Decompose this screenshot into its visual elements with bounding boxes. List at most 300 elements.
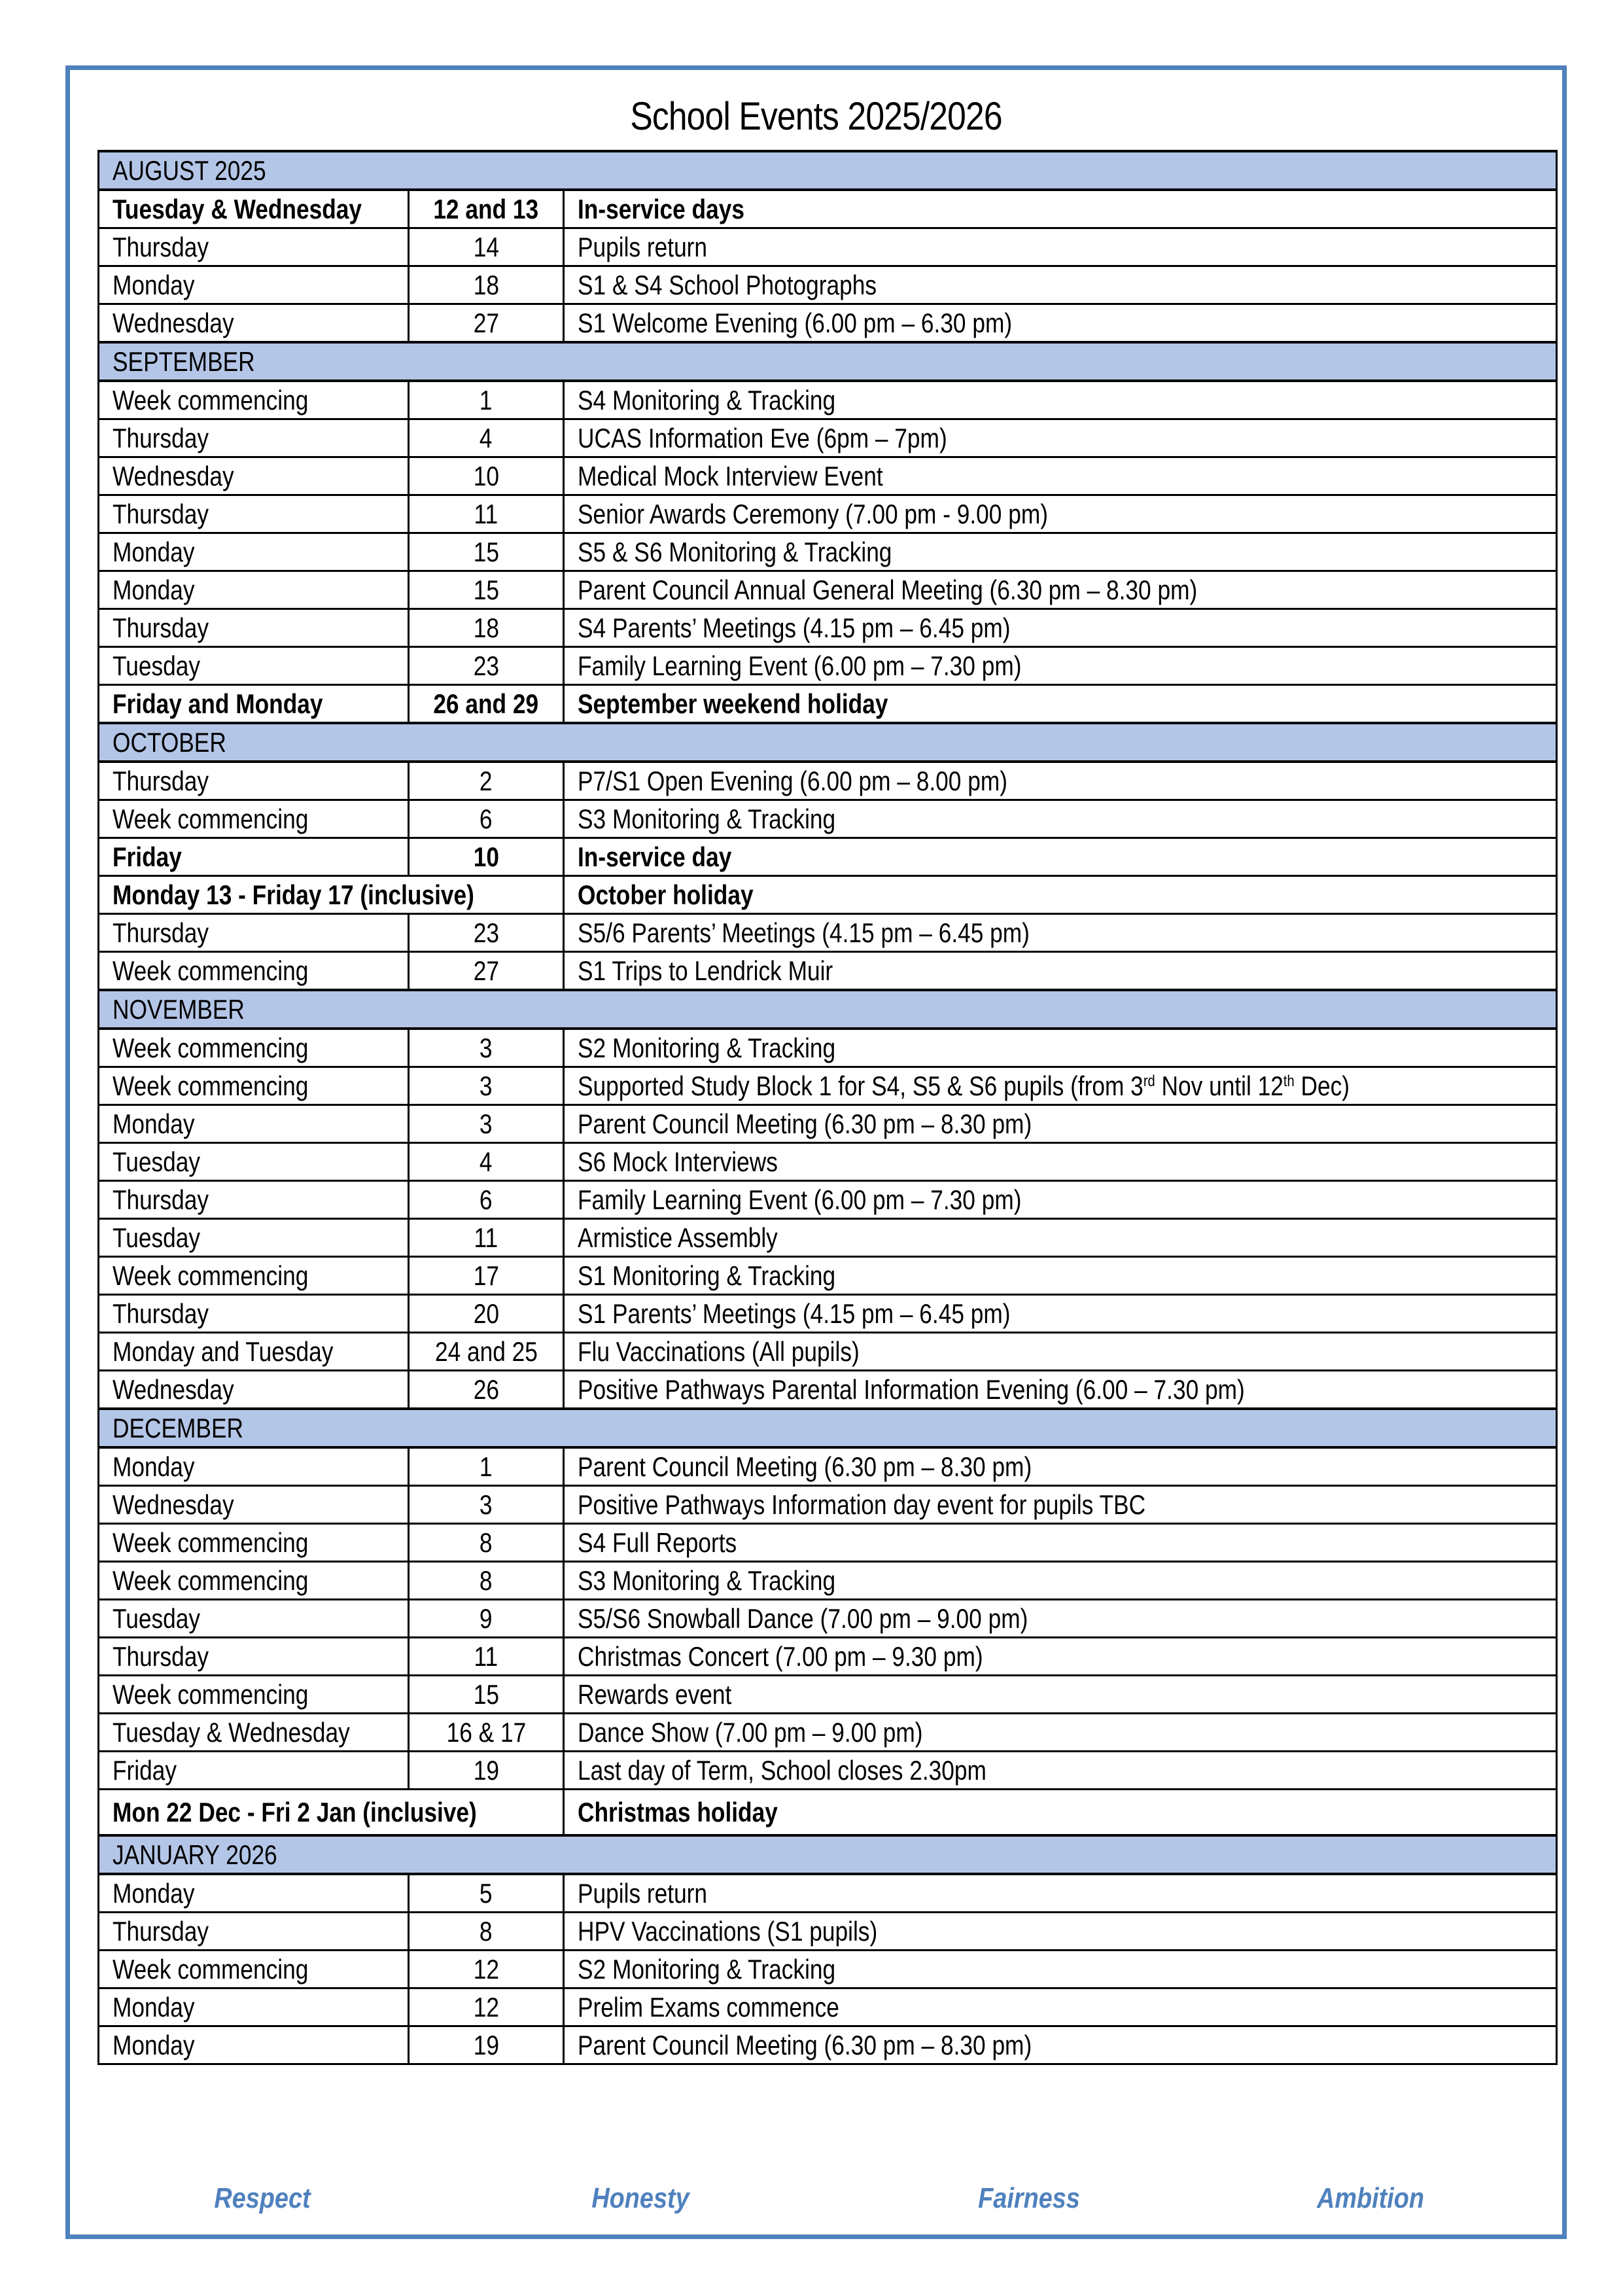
event-row	[99, 838, 1557, 876]
date-text: 12	[473, 1992, 499, 2022]
event-row	[99, 609, 1557, 647]
event-cell	[564, 1143, 1557, 1181]
day-cell	[99, 190, 409, 228]
event-cell	[564, 800, 1557, 838]
day-cell	[99, 2026, 409, 2064]
event-cell	[564, 1524, 1557, 1562]
date-text: 5	[480, 1878, 493, 1909]
event-cell	[564, 609, 1557, 647]
event-text: S4 Monitoring & Tracking	[578, 385, 836, 415]
date-cell	[409, 647, 564, 685]
day-text: Tuesday	[113, 1222, 201, 1253]
day-text: Week commencing	[113, 385, 309, 415]
date-cell	[409, 1257, 564, 1295]
day-cell	[99, 952, 409, 991]
event-text: Parent Council Meeting (6.30 pm – 8.30 pm)	[578, 2030, 1032, 2060]
event-text: Medical Mock Interview Event	[578, 461, 883, 491]
day-text: Tuesday	[113, 650, 201, 681]
event-row	[99, 381, 1557, 419]
day-text: Thursday	[113, 917, 209, 948]
day-text: Week commencing	[113, 1260, 309, 1291]
event-row	[99, 1029, 1557, 1067]
day-cell	[99, 1486, 409, 1524]
event-row	[99, 1181, 1557, 1219]
event-text: S3 Monitoring & Tracking	[578, 1565, 836, 1596]
date-cell	[409, 1913, 564, 1951]
event-row	[99, 1257, 1557, 1295]
event-cell	[564, 1105, 1557, 1143]
day-cell	[99, 914, 409, 952]
event-text: S1 Trips to Lendrick Muir	[578, 955, 833, 986]
event-text	[578, 1068, 1350, 1104]
event-text: October holiday	[578, 879, 754, 910]
event-cell	[564, 533, 1557, 571]
event-text-part: Nov until 12	[1155, 1070, 1283, 1101]
day-cell	[99, 1988, 409, 2026]
date-cell	[409, 1143, 564, 1181]
event-cell	[564, 762, 1557, 800]
event-row	[99, 457, 1557, 495]
date-text: 19	[473, 1755, 499, 1786]
date-text: 8	[480, 1916, 493, 1947]
event-row	[99, 1988, 1557, 2026]
date-text: 24 and 25	[434, 1336, 538, 1367]
event-row	[99, 1913, 1557, 1951]
event-cell	[564, 1447, 1557, 1486]
event-cell	[564, 228, 1557, 266]
date-text: 19	[473, 2030, 499, 2060]
date-cell	[409, 609, 564, 647]
date-text: 23	[473, 650, 499, 681]
date-cell	[409, 457, 564, 495]
month-header	[99, 342, 1557, 381]
event-row	[99, 1790, 1557, 1836]
date-text: 23	[473, 917, 499, 948]
day-text: Thursday	[113, 1184, 209, 1215]
day-cell	[99, 1638, 409, 1676]
date-text: 3	[480, 1070, 493, 1101]
day-cell	[99, 1874, 409, 1913]
ordinal-suffix: th	[1283, 1072, 1295, 1090]
day-text: Monday	[113, 270, 195, 300]
day-cell	[99, 1029, 409, 1067]
event-cell	[564, 1676, 1557, 1714]
value-respect: Respect	[214, 2182, 311, 2214]
date-cell	[409, 1067, 564, 1105]
event-text: In-service day	[578, 841, 732, 872]
event-cell	[564, 381, 1557, 419]
event-cell	[564, 1874, 1557, 1913]
date-cell	[409, 685, 564, 724]
event-row	[99, 685, 1557, 724]
day-cell	[99, 1714, 409, 1752]
day-text: Thursday	[113, 423, 209, 453]
day-text: Friday	[113, 1755, 177, 1786]
event-cell	[564, 838, 1557, 876]
day-cell	[99, 304, 409, 343]
date-cell	[409, 304, 564, 343]
day-text: Monday	[113, 1992, 195, 2022]
event-text: P7/S1 Open Evening (6.00 pm – 8.00 pm)	[578, 766, 1007, 796]
date-text: 14	[473, 232, 499, 262]
event-cell	[564, 1181, 1557, 1219]
events-table	[97, 150, 1558, 2065]
event-cell	[564, 1067, 1557, 1105]
date-text: 2	[480, 766, 493, 796]
event-row	[99, 571, 1557, 609]
month-name: JANUARY 2026	[113, 1839, 277, 1870]
event-text: S5/S6 Snowball Dance (7.00 pm – 9.00 pm)	[578, 1603, 1028, 1634]
event-text: Senior Awards Ceremony (7.00 pm - 9.00 pm)	[578, 499, 1048, 529]
month-header-cell	[99, 342, 1557, 381]
day-cell	[99, 1295, 409, 1333]
date-text: 10	[473, 461, 499, 491]
day-cell	[99, 762, 409, 800]
event-text: Pupils return	[578, 232, 708, 262]
date-text: 15	[473, 537, 499, 567]
date-text: 6	[480, 1184, 493, 1215]
date-text: 26 and 29	[433, 688, 539, 719]
date-cell	[409, 1371, 564, 1409]
day-cell	[99, 1913, 409, 1951]
event-cell	[564, 1913, 1557, 1951]
event-text: Last day of Term, School closes 2.30pm	[578, 1755, 986, 1786]
event-text: S1 & S4 School Photographs	[578, 270, 877, 300]
event-text: S4 Parents’ Meetings (4.15 pm – 6.45 pm)	[578, 612, 1011, 643]
event-row	[99, 876, 1557, 914]
event-row	[99, 419, 1557, 457]
day-cell	[99, 1143, 409, 1181]
event-cell	[564, 571, 1557, 609]
date-cell	[409, 1486, 564, 1524]
event-text: Parent Council Meeting (6.30 pm – 8.30 pm)	[578, 1451, 1032, 1482]
day-text: Week commencing	[113, 804, 309, 834]
event-text: Rewards event	[578, 1679, 732, 1710]
date-cell	[409, 1988, 564, 2026]
date-cell	[409, 2026, 564, 2064]
event-cell	[564, 1638, 1557, 1676]
event-text: Christmas holiday	[578, 1797, 778, 1828]
date-text: 12	[473, 1954, 499, 1985]
event-cell	[564, 495, 1557, 533]
day-cell	[99, 571, 409, 609]
day-cell	[99, 609, 409, 647]
event-cell	[564, 304, 1557, 343]
day-text: Monday 13 - Friday 17 (inclusive)	[113, 879, 474, 910]
day-text: Week commencing	[113, 1565, 309, 1596]
day-text: Tuesday	[113, 1146, 201, 1177]
event-row	[99, 762, 1557, 800]
event-row	[99, 228, 1557, 266]
event-row	[99, 304, 1557, 343]
date-text: 9	[480, 1603, 493, 1634]
event-row	[99, 647, 1557, 685]
date-text: 8	[480, 1565, 493, 1596]
date-cell	[409, 533, 564, 571]
date-text: 11	[474, 1222, 498, 1253]
date-text: 18	[473, 270, 499, 300]
date-cell	[409, 381, 564, 419]
date-text: 6	[480, 804, 493, 834]
event-row	[99, 914, 1557, 952]
date-cell	[409, 1105, 564, 1143]
date-cell	[409, 1714, 564, 1752]
date-cell	[409, 1447, 564, 1486]
event-text: S5/6 Parents’ Meetings (4.15 pm – 6.45 pm)	[578, 917, 1030, 948]
school-values	[70, 2182, 1562, 2221]
day-text: Monday	[113, 2030, 195, 2060]
event-row	[99, 952, 1557, 991]
event-row	[99, 2026, 1557, 2064]
date-text: 4	[480, 423, 493, 453]
day-cell	[99, 876, 564, 914]
event-text: Flu Vaccinations (All pupils)	[578, 1336, 860, 1367]
month-name: DECEMBER	[113, 1413, 243, 1443]
event-cell	[564, 457, 1557, 495]
event-text: Parent Council Annual General Meeting (6.30 pm – 8.30 pm)	[578, 574, 1198, 605]
event-row	[99, 1752, 1557, 1790]
month-name: SEPTEMBER	[113, 346, 255, 377]
event-cell	[564, 1790, 1557, 1836]
day-text: Week commencing	[113, 1679, 309, 1710]
event-row	[99, 533, 1557, 571]
month-header-cell	[99, 151, 1557, 190]
event-cell	[564, 914, 1557, 952]
date-text: 27	[473, 308, 499, 338]
date-cell	[409, 1752, 564, 1790]
event-row	[99, 266, 1557, 304]
day-text: Monday	[113, 1451, 195, 1482]
day-text: Thursday	[113, 612, 209, 643]
date-text: 3	[480, 1108, 493, 1139]
event-row	[99, 800, 1557, 838]
date-cell	[409, 1874, 564, 1913]
day-cell	[99, 457, 409, 495]
date-cell	[409, 1333, 564, 1371]
day-cell	[99, 1105, 409, 1143]
day-text: Thursday	[113, 1298, 209, 1329]
day-cell	[99, 1600, 409, 1638]
date-cell	[409, 1951, 564, 1988]
day-cell	[99, 1371, 409, 1409]
date-cell	[409, 952, 564, 991]
event-text: Family Learning Event (6.00 pm – 7.30 pm)	[578, 650, 1022, 681]
day-text: Tuesday & Wednesday	[113, 1717, 350, 1748]
event-row	[99, 1447, 1557, 1486]
day-text: Monday	[113, 574, 195, 605]
event-row	[99, 1486, 1557, 1524]
day-cell	[99, 1951, 409, 1988]
event-row	[99, 1951, 1557, 1988]
day-cell	[99, 647, 409, 685]
event-row	[99, 1295, 1557, 1333]
event-row	[99, 1333, 1557, 1371]
event-text: Pupils return	[578, 1878, 708, 1909]
date-text: 10	[473, 841, 499, 872]
day-cell	[99, 1219, 409, 1257]
month-header-cell	[99, 990, 1557, 1029]
event-row	[99, 1874, 1557, 1913]
date-cell	[409, 1562, 564, 1600]
date-cell	[409, 1676, 564, 1714]
event-text: HPV Vaccinations (S1 pupils)	[578, 1916, 878, 1947]
event-row	[99, 1562, 1557, 1600]
date-text: 3	[480, 1489, 493, 1520]
event-text: In-service days	[578, 194, 744, 224]
day-cell	[99, 1524, 409, 1562]
month-header	[99, 1409, 1557, 1447]
event-cell	[564, 419, 1557, 457]
event-cell	[564, 1029, 1557, 1067]
date-text: 12 and 13	[433, 194, 539, 224]
day-cell	[99, 1257, 409, 1295]
event-text: Dance Show (7.00 pm – 9.00 pm)	[578, 1717, 923, 1748]
day-text: Wednesday	[113, 308, 234, 338]
day-cell	[99, 533, 409, 571]
event-cell	[564, 1600, 1557, 1638]
day-text: Week commencing	[113, 1033, 309, 1063]
event-cell	[564, 2026, 1557, 2064]
date-text: 17	[473, 1260, 499, 1291]
event-text-part: Supported Study Block 1 for S4, S5 & S6 pupils (from 3	[578, 1070, 1143, 1101]
day-text: Week commencing	[113, 1527, 309, 1558]
event-cell	[564, 1333, 1557, 1371]
event-row	[99, 1219, 1557, 1257]
date-cell	[409, 228, 564, 266]
day-cell	[99, 1333, 409, 1371]
day-text: Monday	[113, 1108, 195, 1139]
event-cell	[564, 1257, 1557, 1295]
day-text: Monday	[113, 1878, 195, 1909]
date-text: 16 & 17	[446, 1717, 526, 1748]
value-ambition: Ambition	[1317, 2182, 1424, 2214]
value-honesty: Honesty	[591, 2182, 689, 2214]
date-cell	[409, 1295, 564, 1333]
event-text-part: Dec)	[1294, 1070, 1350, 1101]
date-cell	[409, 1524, 564, 1562]
day-cell	[99, 685, 409, 724]
day-cell	[99, 1181, 409, 1219]
event-cell	[564, 1219, 1557, 1257]
event-text: Family Learning Event (6.00 pm – 7.30 pm)	[578, 1184, 1022, 1215]
event-cell	[564, 266, 1557, 304]
month-header-cell	[99, 723, 1557, 762]
event-text: S1 Welcome Evening (6.00 pm – 6.30 pm)	[578, 308, 1013, 338]
day-text: Thursday	[113, 1916, 209, 1947]
date-text: 15	[473, 1679, 499, 1710]
page-border	[65, 65, 1567, 2239]
event-row	[99, 190, 1557, 228]
date-cell	[409, 419, 564, 457]
day-cell	[99, 495, 409, 533]
date-cell	[409, 762, 564, 800]
month-name: NOVEMBER	[113, 994, 245, 1025]
day-text: Week commencing	[113, 1070, 309, 1101]
date-cell	[409, 190, 564, 228]
value-fairness: Fairness	[978, 2182, 1080, 2214]
event-cell	[564, 1752, 1557, 1790]
month-name: OCTOBER	[113, 727, 226, 758]
event-text: Parent Council Meeting (6.30 pm – 8.30 pm)	[578, 1108, 1032, 1139]
event-row	[99, 1143, 1557, 1181]
day-text: Wednesday	[113, 461, 234, 491]
date-text: 27	[473, 955, 499, 986]
ordinal-suffix: rd	[1143, 1072, 1155, 1090]
date-text: 20	[473, 1298, 499, 1329]
date-text: 11	[474, 1641, 498, 1672]
day-text: Thursday	[113, 232, 209, 262]
date-cell	[409, 1638, 564, 1676]
event-cell	[564, 647, 1557, 685]
day-cell	[99, 1067, 409, 1105]
date-cell	[409, 838, 564, 876]
month-header-cell	[99, 1835, 1557, 1874]
event-cell	[564, 1714, 1557, 1752]
day-text: Wednesday	[113, 1374, 234, 1405]
date-cell	[409, 1600, 564, 1638]
event-text: UCAS Information Eve (6pm – 7pm)	[578, 423, 947, 453]
date-text: 8	[480, 1527, 493, 1558]
month-header	[99, 990, 1557, 1029]
date-cell	[409, 495, 564, 533]
day-cell	[99, 1752, 409, 1790]
date-cell	[409, 914, 564, 952]
event-cell	[564, 952, 1557, 991]
date-cell	[409, 571, 564, 609]
day-cell	[99, 266, 409, 304]
day-cell	[99, 228, 409, 266]
event-text: S2 Monitoring & Tracking	[578, 1033, 836, 1063]
page-title: School Events 2025/2026	[630, 94, 1002, 138]
event-row	[99, 1714, 1557, 1752]
day-text: Tuesday	[113, 1603, 201, 1634]
day-cell	[99, 1676, 409, 1714]
event-row	[99, 1600, 1557, 1638]
event-text: S6 Mock Interviews	[578, 1146, 778, 1177]
month-header	[99, 151, 1557, 190]
month-header	[99, 1835, 1557, 1874]
event-text: September weekend holiday	[578, 688, 888, 719]
day-text: Tuesday & Wednesday	[113, 194, 362, 224]
day-text: Thursday	[113, 1641, 209, 1672]
day-text: Mon 22 Dec - Fri 2 Jan (inclusive)	[113, 1797, 477, 1828]
event-cell	[564, 190, 1557, 228]
event-row	[99, 1524, 1557, 1562]
date-text: 18	[473, 612, 499, 643]
event-text: S1 Monitoring & Tracking	[578, 1260, 836, 1291]
day-cell	[99, 1447, 409, 1486]
day-cell	[99, 838, 409, 876]
event-cell	[564, 1988, 1557, 2026]
event-row	[99, 495, 1557, 533]
event-cell	[564, 1486, 1557, 1524]
event-text: Prelim Exams commence	[578, 1992, 839, 2022]
date-text: 11	[474, 499, 498, 529]
event-row	[99, 1638, 1557, 1676]
day-text: Friday	[113, 841, 182, 872]
event-cell	[564, 876, 1557, 914]
day-cell	[99, 1562, 409, 1600]
day-text: Thursday	[113, 766, 209, 796]
date-cell	[409, 266, 564, 304]
event-cell	[564, 1295, 1557, 1333]
event-cell	[564, 1371, 1557, 1409]
day-text: Week commencing	[113, 955, 309, 986]
event-row	[99, 1105, 1557, 1143]
event-cell	[564, 1951, 1557, 1988]
event-text: Christmas Concert (7.00 pm – 9.30 pm)	[578, 1641, 983, 1672]
month-header	[99, 723, 1557, 762]
